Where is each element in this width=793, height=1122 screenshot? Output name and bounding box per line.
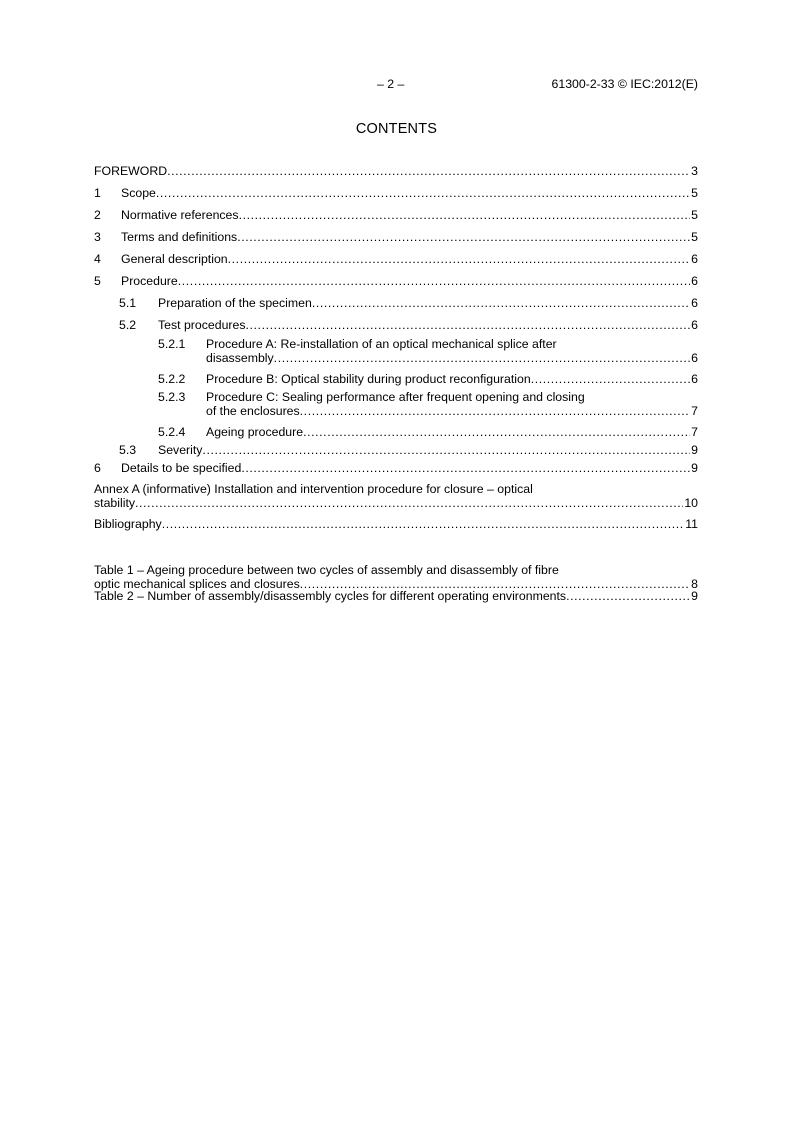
toc-page-number: 3 (691, 164, 698, 178)
toc-entry-title: FOREWORD (94, 164, 168, 178)
toc-section-number: 5.2.2 (158, 372, 186, 386)
toc-entry-bibliography[interactable] (94, 517, 698, 539)
toc-section-number: 5.2.4 (158, 425, 186, 439)
dot-leader (167, 164, 690, 178)
toc-entry-title: Test procedures (158, 318, 246, 332)
toc-page-number: 7 (691, 425, 698, 439)
toc-page-number: 6 (691, 318, 698, 332)
toc-page-number: 7 (691, 404, 698, 418)
toc-entry-table-1[interactable] (94, 563, 698, 590)
dot-leader (312, 296, 690, 310)
toc-entry-title: optic mechanical splices and closures (94, 577, 300, 591)
toc-section-number: 5.2 (119, 318, 137, 332)
toc-entry-title: Table 2 – Number of assembly/disassembly cycles for different operating environments (94, 589, 567, 603)
toc-section-number: 5 (94, 274, 101, 288)
toc-entry-foreword[interactable] (94, 164, 698, 186)
dot-leader (300, 404, 691, 418)
toc-entry-scope[interactable] (94, 186, 698, 208)
toc-page-number: 6 (691, 296, 698, 310)
toc-entry-title: Details to be specified (121, 461, 242, 475)
toc-section-number: 3 (94, 230, 101, 244)
toc-entry-procedure-c[interactable] (94, 390, 698, 425)
toc-entry-general-description[interactable] (94, 252, 698, 274)
toc-section-number: 4 (94, 252, 101, 266)
toc-entry-title-line1: Procedure A: Re-installation of an optical mechanical splice after (206, 337, 557, 351)
toc-section-number: 5.3 (119, 443, 137, 457)
toc-page-number: 5 (691, 230, 698, 244)
toc-entry-annex-a[interactable] (94, 482, 698, 517)
toc-entry-title: Bibliography (94, 517, 162, 531)
toc-section-number: 5.2.3 (158, 390, 186, 404)
toc-page-number: 11 (685, 517, 698, 531)
toc-section-number: 6 (94, 461, 101, 475)
toc-page-number: 9 (691, 589, 698, 603)
table-of-contents (94, 164, 698, 539)
toc-entry-title: General description (121, 252, 228, 266)
toc-entry-ageing-procedure[interactable] (94, 425, 698, 443)
dot-leader (202, 443, 690, 457)
toc-entry-title: Procedure (121, 274, 178, 288)
toc-section-number: 5.2.1 (158, 337, 186, 351)
toc-entry-title: Preparation of the specimen (158, 296, 312, 310)
toc-entry-title: Procedure B: Optical stability during product reconfiguration (206, 372, 531, 386)
dot-leader (246, 318, 691, 332)
toc-entry-severity[interactable] (94, 443, 698, 461)
toc-section-number: 1 (94, 186, 101, 200)
toc-entry-title-line1: Table 1 – Ageing procedure between two cycles of assembly and disassembly of fibre (94, 563, 559, 577)
toc-page-number: 10 (684, 496, 698, 510)
toc-entry-table-2[interactable] (94, 589, 698, 611)
toc-page-number: 6 (691, 274, 698, 288)
dot-leader (228, 252, 691, 266)
toc-entry-preparation-of-specimen[interactable] (94, 296, 698, 318)
dot-leader (135, 496, 683, 510)
toc-entry-details-to-be-specified[interactable] (94, 461, 698, 482)
toc-section-number: 2 (94, 208, 101, 222)
dot-leader (303, 425, 690, 439)
toc-entry-title: disassembly (206, 351, 274, 365)
toc-entry-title-line1: Procedure C: Sealing performance after frequent opening and closing (206, 390, 585, 404)
toc-entry-normative-references[interactable] (94, 208, 698, 230)
toc-entry-terms-and-definitions[interactable] (94, 230, 698, 252)
dot-leader (237, 230, 690, 244)
toc-entry-title-line1: Annex A (informative) Installation and intervention procedure for closure – optical (94, 482, 533, 496)
toc-page-number: 5 (691, 186, 698, 200)
toc-entry-title: stability (94, 496, 136, 510)
dot-leader (162, 517, 685, 531)
toc-entry-procedure[interactable] (94, 274, 698, 296)
toc-entry-title: of the enclosures (206, 404, 300, 418)
toc-page-number: 6 (691, 351, 698, 365)
toc-page-number: 9 (691, 443, 698, 457)
dot-leader (239, 208, 691, 222)
list-of-tables (94, 563, 698, 611)
toc-page-number: 6 (691, 252, 698, 266)
dot-leader (241, 461, 690, 475)
toc-section-number: 5.1 (119, 296, 137, 310)
contents-title: CONTENTS (355, 121, 438, 137)
dot-leader (156, 186, 690, 200)
dot-leader (566, 589, 690, 603)
dot-leader (274, 351, 690, 365)
toc-entry-procedure-b[interactable] (94, 372, 698, 390)
document-reference: 61300-2-33 © IEC:2012(E) (551, 77, 698, 91)
toc-entry-title: Severity (158, 443, 203, 457)
toc-page-number: 5 (691, 208, 698, 222)
toc-entry-title: Ageing procedure (206, 425, 304, 439)
toc-entry-title: Normative references (121, 208, 239, 222)
dot-leader (531, 372, 690, 386)
toc-entry-title: Scope (121, 186, 156, 200)
toc-entry-procedure-a[interactable] (94, 337, 698, 372)
toc-entry-test-procedures[interactable] (94, 318, 698, 337)
page-number: – 2 – (377, 77, 405, 91)
toc-entry-title: Terms and definitions (121, 230, 238, 244)
toc-page-number: 6 (691, 372, 698, 386)
toc-page-number: 9 (691, 461, 698, 475)
dot-leader (178, 274, 690, 288)
toc-page-number: 8 (691, 577, 698, 591)
